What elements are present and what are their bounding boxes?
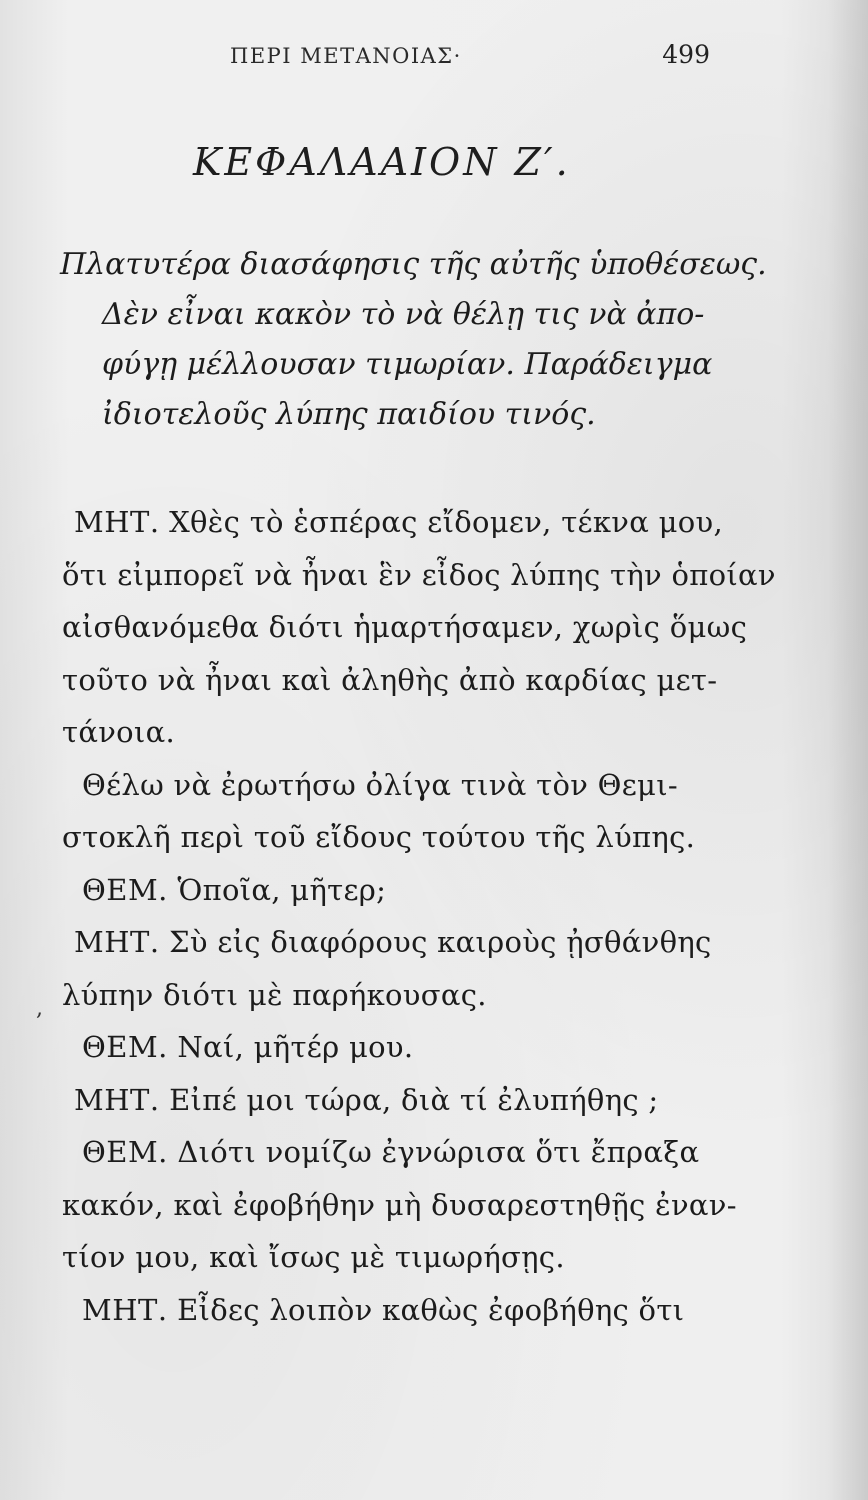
line-text: Εἰπέ μοι τώρα, διὰ τί ἐλυπήθης ;: [159, 1082, 659, 1117]
page-header: [220, 40, 710, 80]
line-text: Σὺ εἰς διαφόρους καιροὺς ᾐσθάνθης: [159, 925, 712, 959]
dialogue-line: [62, 864, 722, 917]
speaker-label: ΘΕΜ.: [82, 1135, 168, 1169]
dialogue-line: [62, 1021, 722, 1074]
speaker-label: ΜΗΤ.: [82, 1292, 168, 1327]
dialogue-line: [62, 759, 722, 812]
summary-line: Δὲν εἶναι κακὸν τὸ νὰ θέλῃ τις νὰ ἀπο-: [102, 297, 705, 332]
dialogue-line: [62, 811, 722, 864]
speaker-label: ΘΕΜ.: [82, 1030, 168, 1064]
dialogue-line: [62, 1231, 722, 1284]
dialogue-line: [62, 969, 722, 1022]
chapter-title: ΚΕΦΑΛΑΑΙΟΝ Ζ′.: [193, 140, 571, 184]
speaker-label: ΘΕΜ.: [82, 872, 168, 907]
dialogue-line: [62, 1284, 722, 1337]
chapter-summary: [60, 240, 767, 440]
line-text: κακόν, καὶ ἐφοβήθην μὴ δυσαρεστηθῇς ἐναν-: [62, 1187, 737, 1222]
line-text: τοῦτο νὰ ἦναι καὶ ἀληθὴς ἀπὸ καρδίας μετ-: [62, 662, 718, 697]
line-text: Θέλω νὰ ἐρωτήσω ὀλίγα τινὰ τὸν Θεμι-: [82, 767, 678, 802]
dialogue-line: [62, 601, 748, 654]
speaker-label: ΜΗΤ.: [74, 925, 160, 959]
dialogue-line: [62, 496, 722, 549]
line-text: τίον μου, καὶ ἴσως μὲ τιμωρήσῃς.: [62, 1240, 565, 1274]
dialogue-line: [62, 916, 722, 969]
line-text: Εἶδες λοιπὸν καθὼς ἐφοβήθης ὅτι: [167, 1292, 685, 1327]
line-text: Ὁποῖα, μῆτερ;: [167, 872, 387, 907]
dialogue-line: [62, 654, 722, 707]
line-text: τάνοια.: [62, 715, 175, 749]
page-number: 499: [662, 40, 710, 69]
dialogue-line: [62, 1074, 722, 1127]
dialogue-line: [62, 706, 722, 759]
line-text: στοκλῆ περὶ τοῦ εἴδους τούτου τῆς λύπης.: [62, 820, 696, 854]
speaker-label: ΜΗΤ.: [74, 505, 160, 539]
dialogue-line: [62, 549, 776, 602]
line-text: λύπην διότι μὲ παρήκουσας.: [62, 977, 487, 1012]
stray-ink-mark: ,: [36, 996, 43, 1021]
line-text: Ναί, μῆτέρ μου.: [167, 1030, 414, 1064]
speaker-label: ΜΗΤ.: [74, 1082, 160, 1117]
running-head: ΠΕΡΙ ΜΕΤΑΝΟΙΑΣ·: [230, 44, 462, 68]
line-text: Διότι νομίζω ἐγνώρισα ὅτι ἔπραξα: [167, 1135, 700, 1169]
line-text: Χθὲς τὸ ἑσπέρας εἴδομεν, τέκνα μου,: [159, 505, 723, 539]
summary-line: Πλατυτέρα διασάφησις τῆς αὐτῆς ὑποθέσεως.: [60, 247, 767, 282]
summary-line: φύγῃ μέλλουσαν τιμωρίαν. Παράδειγμα: [102, 347, 713, 382]
line-text: αἰσθανόμεθα διότι ἡμαρτήσαμεν, χωρὶς ὅμως: [62, 610, 748, 644]
dialogue-line: [62, 1179, 737, 1232]
dialogue-line: [62, 1126, 722, 1179]
summary-line: ἰδιοτελοῦς λύπης παιδίου τινός.: [102, 397, 596, 432]
page-gutter-shadow: [828, 0, 868, 1500]
line-text: ὅτι εἰμπορεῖ νὰ ἦναι ἓν εἶδος λύπης τὴν ὁποίαν: [62, 557, 776, 592]
dialogue-body: [62, 496, 776, 1336]
